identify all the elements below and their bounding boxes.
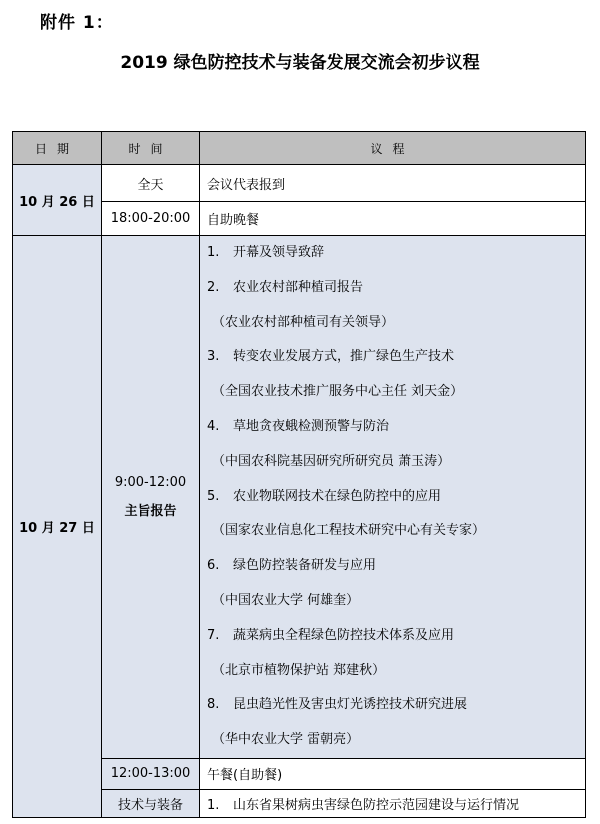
list-item: 3. 转变农业发展方式，推广绿色生产技术 <box>207 349 455 365</box>
document-title: 2019 绿色防控技术与装备发展交流会初步议程 <box>120 53 480 73</box>
day1-row2-time: 18:00-20:00 <box>102 202 200 236</box>
list-item: （北京市植物保护站 郑建秋） <box>212 662 386 678</box>
day1-row1-time: 全天 <box>102 165 200 202</box>
list-item: 5. 农业物联网技术在绿色防控中的应用 <box>207 488 442 504</box>
header-time: 时间 <box>102 132 200 165</box>
session2-agenda: 1. 山东省果树病虫害绿色防控示范园建设与运行情况 <box>200 789 586 817</box>
table-row <box>13 165 586 202</box>
attachment-label: 附件 1： <box>40 13 114 33</box>
day1-date: 10 月 26 日 <box>13 165 102 236</box>
list-item: 7. 蔬菜病虫全程绿色防控技术体系及应用 <box>207 627 455 643</box>
day2-date: 10 月 27 日 <box>13 236 102 818</box>
list-item: （中国农业大学 何雄奎） <box>212 592 360 608</box>
day1-row1-agenda: 会议代表报到 <box>200 165 586 202</box>
list-item: 4. 草地贪夜蛾检测预警与防治 <box>207 418 390 434</box>
header-row <box>13 132 586 165</box>
list-item: 2. 农业农村部种植司报告 <box>207 279 364 295</box>
session1-agenda <box>200 236 586 759</box>
list-item: （全国农业技术推广服务中心主任 刘天金） <box>212 384 464 400</box>
list-item: （华中农业大学 雷朝亮） <box>212 732 360 748</box>
session1-label: 主旨报告 <box>124 503 177 519</box>
session1-list <box>200 236 585 758</box>
header-date: 日期 <box>13 132 102 165</box>
list-item: 1. 开幕及领导致辞 <box>207 245 325 260</box>
session1-time-cell <box>102 236 200 759</box>
day1-row2-agenda: 自助晚餐 <box>200 202 586 236</box>
list-item: （中国农科院基因研究所研究员 萧玉涛） <box>212 453 451 469</box>
session1-time: 9:00-12:00 <box>114 474 187 490</box>
header-agenda: 议程 <box>200 132 586 165</box>
table-row <box>13 236 586 759</box>
list-item: 8. 昆虫趋光性及害虫灯光诱控技术研究进展 <box>207 697 468 713</box>
lunch-time: 12:00-13:00 <box>102 758 200 789</box>
lunch-agenda: 午餐(自助餐) <box>200 758 586 789</box>
list-item: （农业农村部种植司有关领导） <box>212 314 395 330</box>
session2-time: 技术与装备 <box>102 789 200 817</box>
list-item: （国家农业信息化工程技术研究中心有关专家） <box>212 523 486 539</box>
list-item: 6. 绿色防控装备研发与应用 <box>207 558 377 574</box>
agenda-table <box>12 131 586 818</box>
